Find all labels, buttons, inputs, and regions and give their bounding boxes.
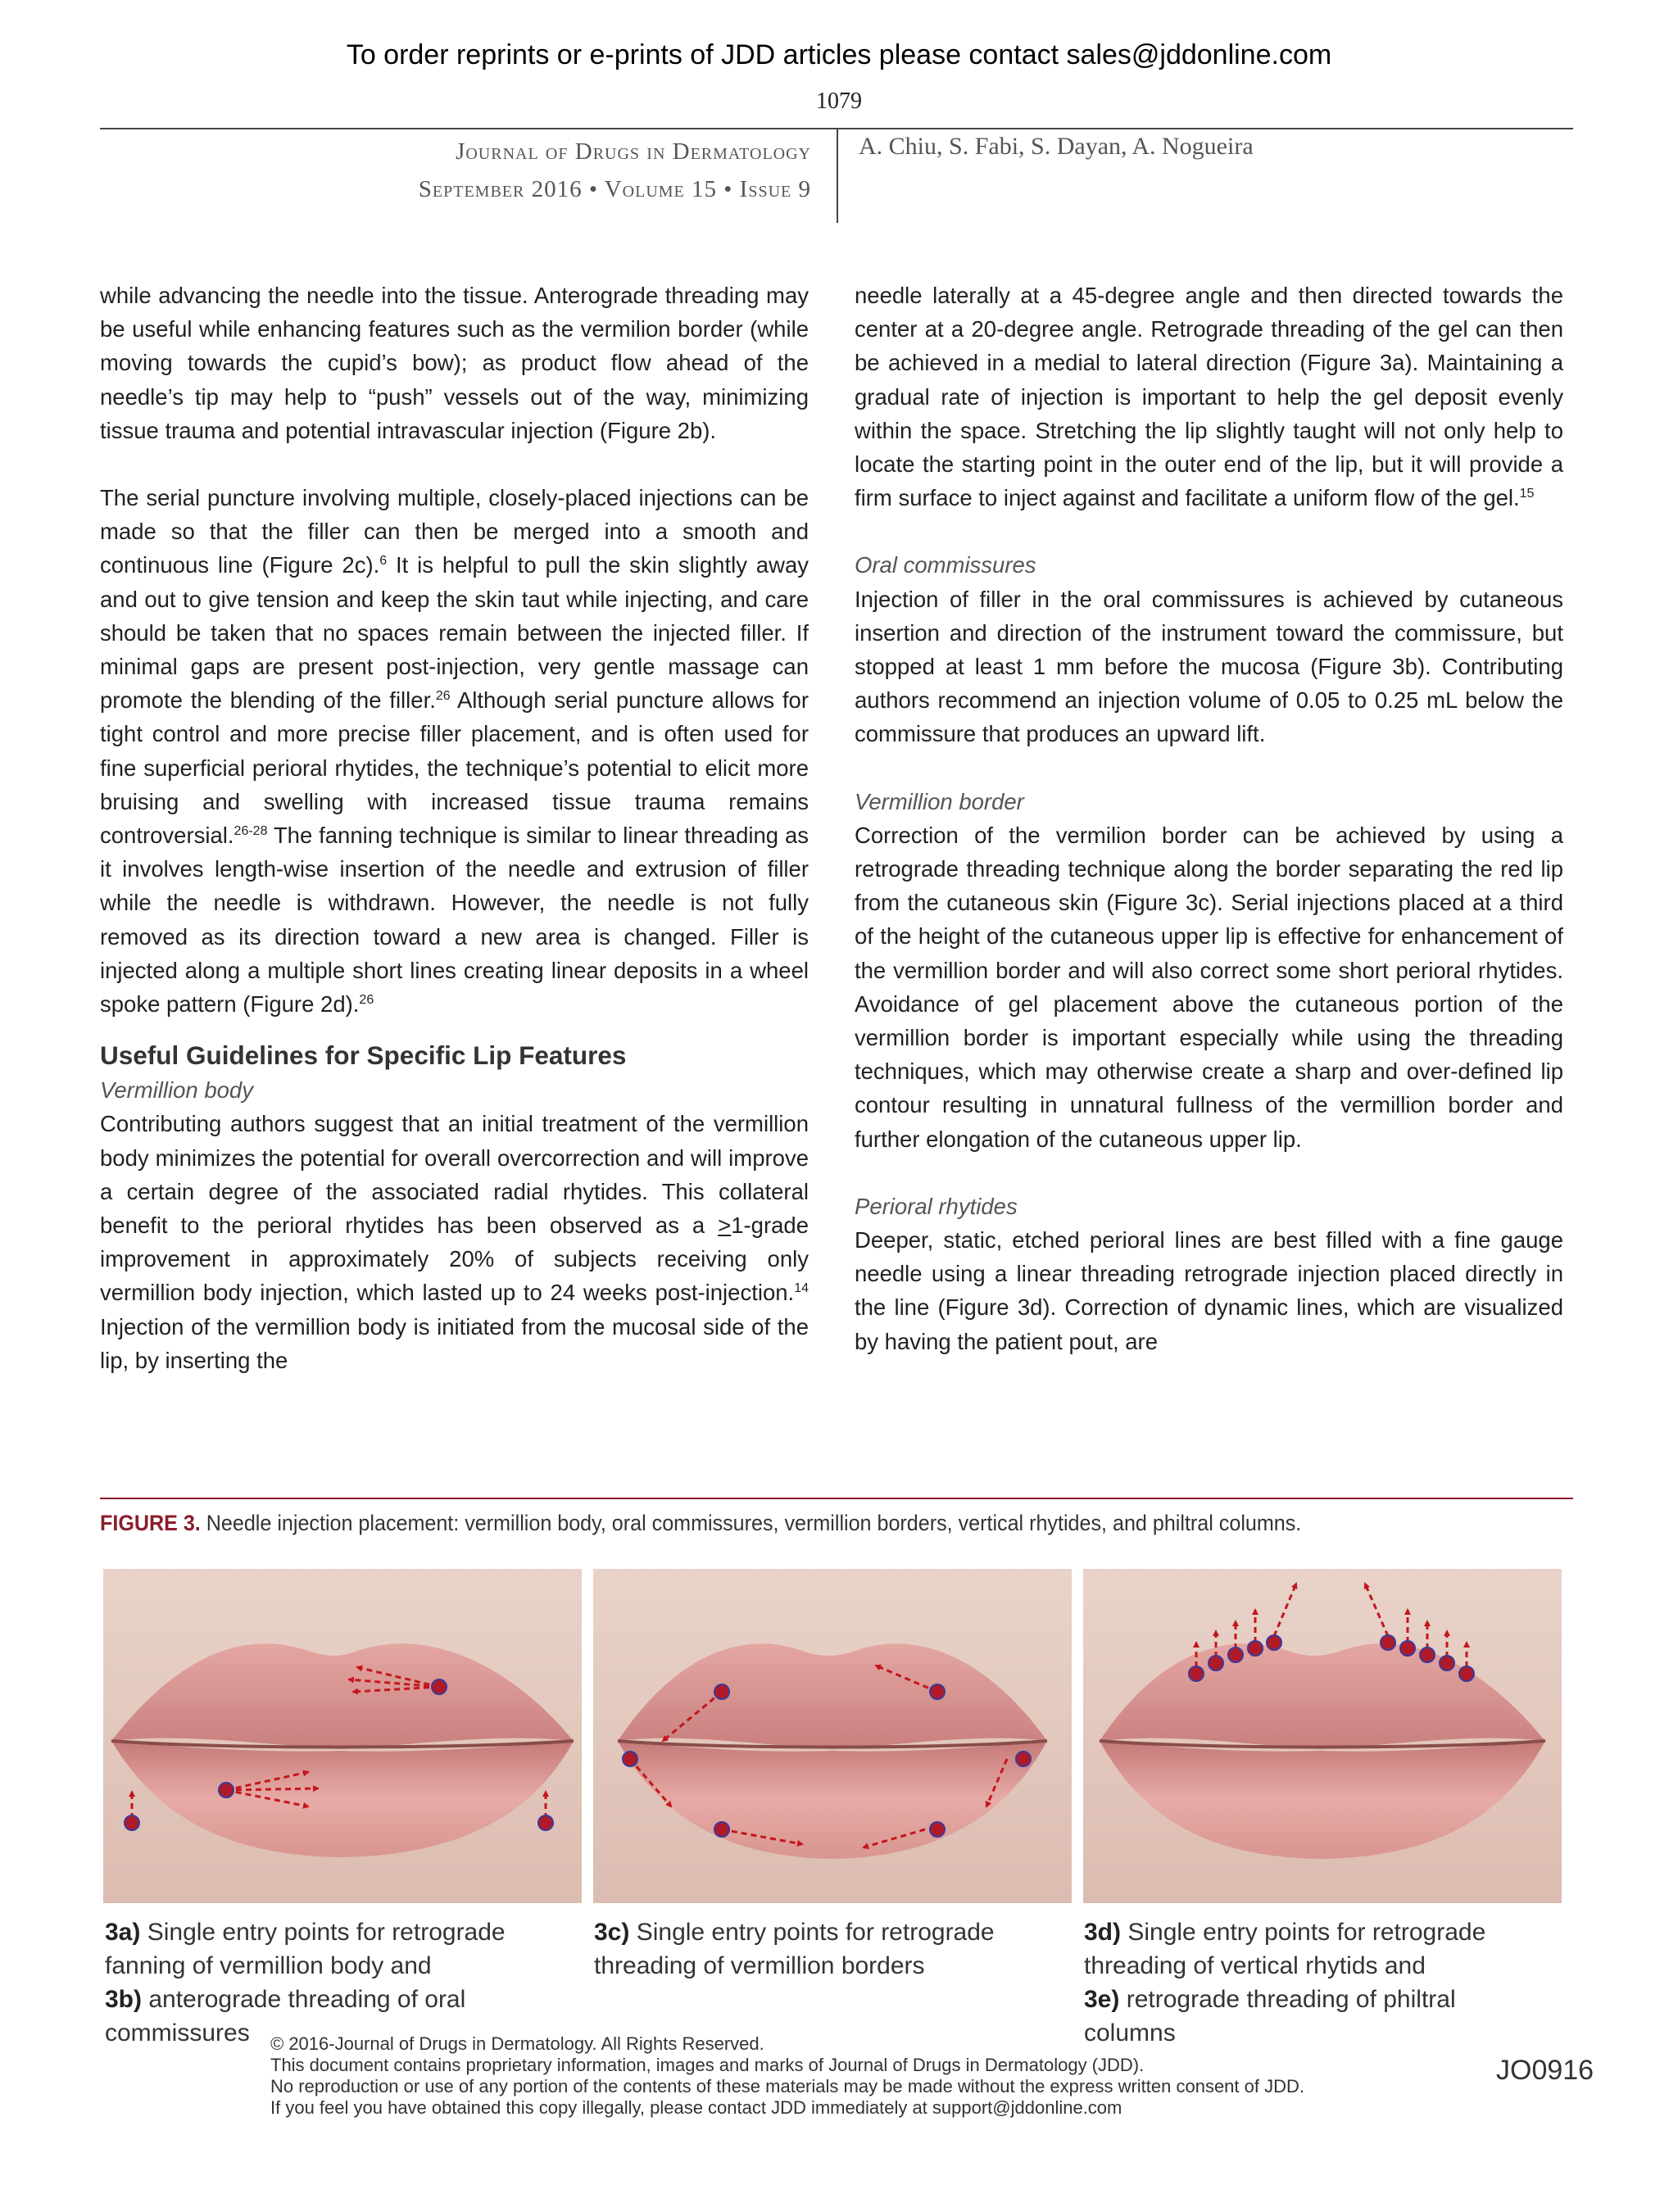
figure-panel-3d-3e — [1083, 1569, 1562, 1903]
paragraph: needle laterally at a 45-degree angle and then directed towards the center at a 20-degree angle. Retrograde threading of the gel can then be achieved in a medial to lateral direction (Figure 3a). Maintaining a gradual rate of injection is important to help the gel deposit evenly within the space. Stretching the lip slightly taught will not only help to locate the starting point in the outer end of the lip, but it will provide a firm surface to inject against and facilitate a uniform flow of the gel.$^{15}$ — [855, 283, 1563, 511]
figure-label: FIGURE 3. — [100, 1511, 201, 1535]
paragraph: The serial puncture involving multiple, closely-placed injections can be made so that the filler can then be merged into a smooth and continuous line (Figure 2c).$^6$ It is helpful to pull the skin slightly away and out to give tension and keep the skin taut while injecting, and care should be taken that no spaces remain between the injected filler. If minimal gaps are present post-injection, very gentle massage can promote the blending of the filler.$^{26}$ Although serial puncture allows for tight control and more precise filler placement, and is often used for fine superficial perioral rhytides, the technique’s potential to elicit more bruising and swelling with increased tissue trauma remains controversial.$^{26-28}$ The fanning technique is similar to linear threading as it involves length-wise insertion of the needle and extrusion of filler while the needle is withdrawn. However, the needle is not fully removed as its direction toward a new area is changed. Filler is injected along a multiple short lines creating linear deposits in a wheel spoke pattern (Figure 2d).$^{26}$ — [100, 485, 809, 1018]
header-divider — [837, 129, 838, 223]
article-code: JO0916 — [1496, 2055, 1594, 2086]
section-heading: Useful Guidelines for Specific Lip Features — [100, 1040, 627, 1071]
paragraph: Injection of filler in the oral commissures is achieved by cutaneous insertion and direction of the instrument toward the commissure, but stopped at least 1 mm before the mucosa (Figure 3b). Contributing authors recommend an injection volume of 0.05 to 0.25 mL below the commissure that produces an upward lift. — [855, 586, 1563, 747]
figure-caption: FIGURE 3. Needle injection placement: vermillion body, oral commissures, vermillion borders, vertical rhytides, and philtral columns. — [100, 1511, 1302, 1535]
figure-panel-3c — [593, 1569, 1072, 1903]
figure-panel-3a-3b — [103, 1569, 582, 1903]
panel-label-3c: 3c) Single entry points for retrograde threading of vermillion borders — [594, 1919, 995, 1979]
paragraph: while advancing the needle into the tissue. Anterograde threading may be useful while enhancing features such as the vermilion border (while moving towards the cupid’s bow); as product flow ahead of the needle’s tip may help to “push” vessels out of the way, minimizing tissue trauma and potential intravascular injection (Figure 2b). — [100, 283, 809, 443]
panel-label-3d-3e: 3d) Single entry points for retrograde threading of vertical rhytids and 3e) retrograde threading of philtral columns — [1084, 1919, 1486, 2047]
journal-issue: September 2016 • Volume 15 • Issue 9 — [418, 176, 811, 202]
figure-rule — [100, 1498, 1573, 1499]
subheading: Vermillion body — [100, 1077, 253, 1104]
paragraph: Contributing authors suggest that an initial treatment of the vermillion body minimizes the potential for overall overcorrection and will improve a certain degree of the associated radial rhytides. This collateral benefit to the perioral rhytides has been observed as a >1-grade improvement in approximately 20% of subjects receiving only vermillion body injection, which lasted up to 24 weeks post-injection.$^{14}$ Injection of the vermillion body is initiated from the mucosal side of the lip, by inserting the — [100, 1111, 809, 1373]
subheading: Vermillion border — [855, 788, 1024, 814]
paragraph: Correction of the vermilion border can be achieved by using a retrograde threading technique along the border separating the red lip from the cutaneous skin (Figure 3c). Serial injections placed at a third of the height of the cutaneous upper lip is effective for enhancement of the vermillion border and will also correct some short perioral rhytides. Avoidance of gel placement above the cutaneous portion of the vermillion border is important especially while using the threading techniques, which may otherwise create a sharp and over-defined lip contour resulting in unnatural fullness of the vermillion border and further elongation of the cutaneous upper lip. — [855, 822, 1563, 1152]
paragraph: Deeper, static, etched perioral lines are best filled with a fine gauge needle using a linear threading retrograde injection placed directly in the line (Figure 3d). Correction of dynamic lines, which are visualized by having the patient pout, are — [855, 1227, 1563, 1354]
reprint-notice: To order reprints or e-prints of JDD articles please contact sales@jddonline.com — [346, 39, 1332, 70]
subheading: Perioral rhytides — [855, 1193, 1018, 1219]
subheading: Oral commissures — [855, 552, 1036, 578]
running-header-journal — [419, 133, 811, 208]
right-column — [855, 279, 1563, 1358]
journal-name: Journal of Drugs in Dermatology — [456, 138, 811, 165]
running-header-authors: A. Chiu, S. Fabi, S. Dayan, A. Nogueira — [859, 133, 1254, 160]
page-number: 1079 — [816, 88, 862, 114]
panel-label-3a-3b: 3a) Single entry points for retrograde fanning of vermillion body and 3b) anterograde threading of oral commissures — [105, 1919, 506, 2047]
copyright-footer: © 2016-Journal of Drugs in Dermatology. All Rights Reserved. This document contains proprietary information, images and marks of Journal of Drugs in Dermatology (JDD). No reproduction or use of any portion of the contents of these materials may be made without the express written consent of JDD. If you feel you have obtained this copy illegally, please contact JDD immediately at support@jddonline.com — [270, 2033, 1304, 2118]
left-column — [100, 279, 809, 1377]
